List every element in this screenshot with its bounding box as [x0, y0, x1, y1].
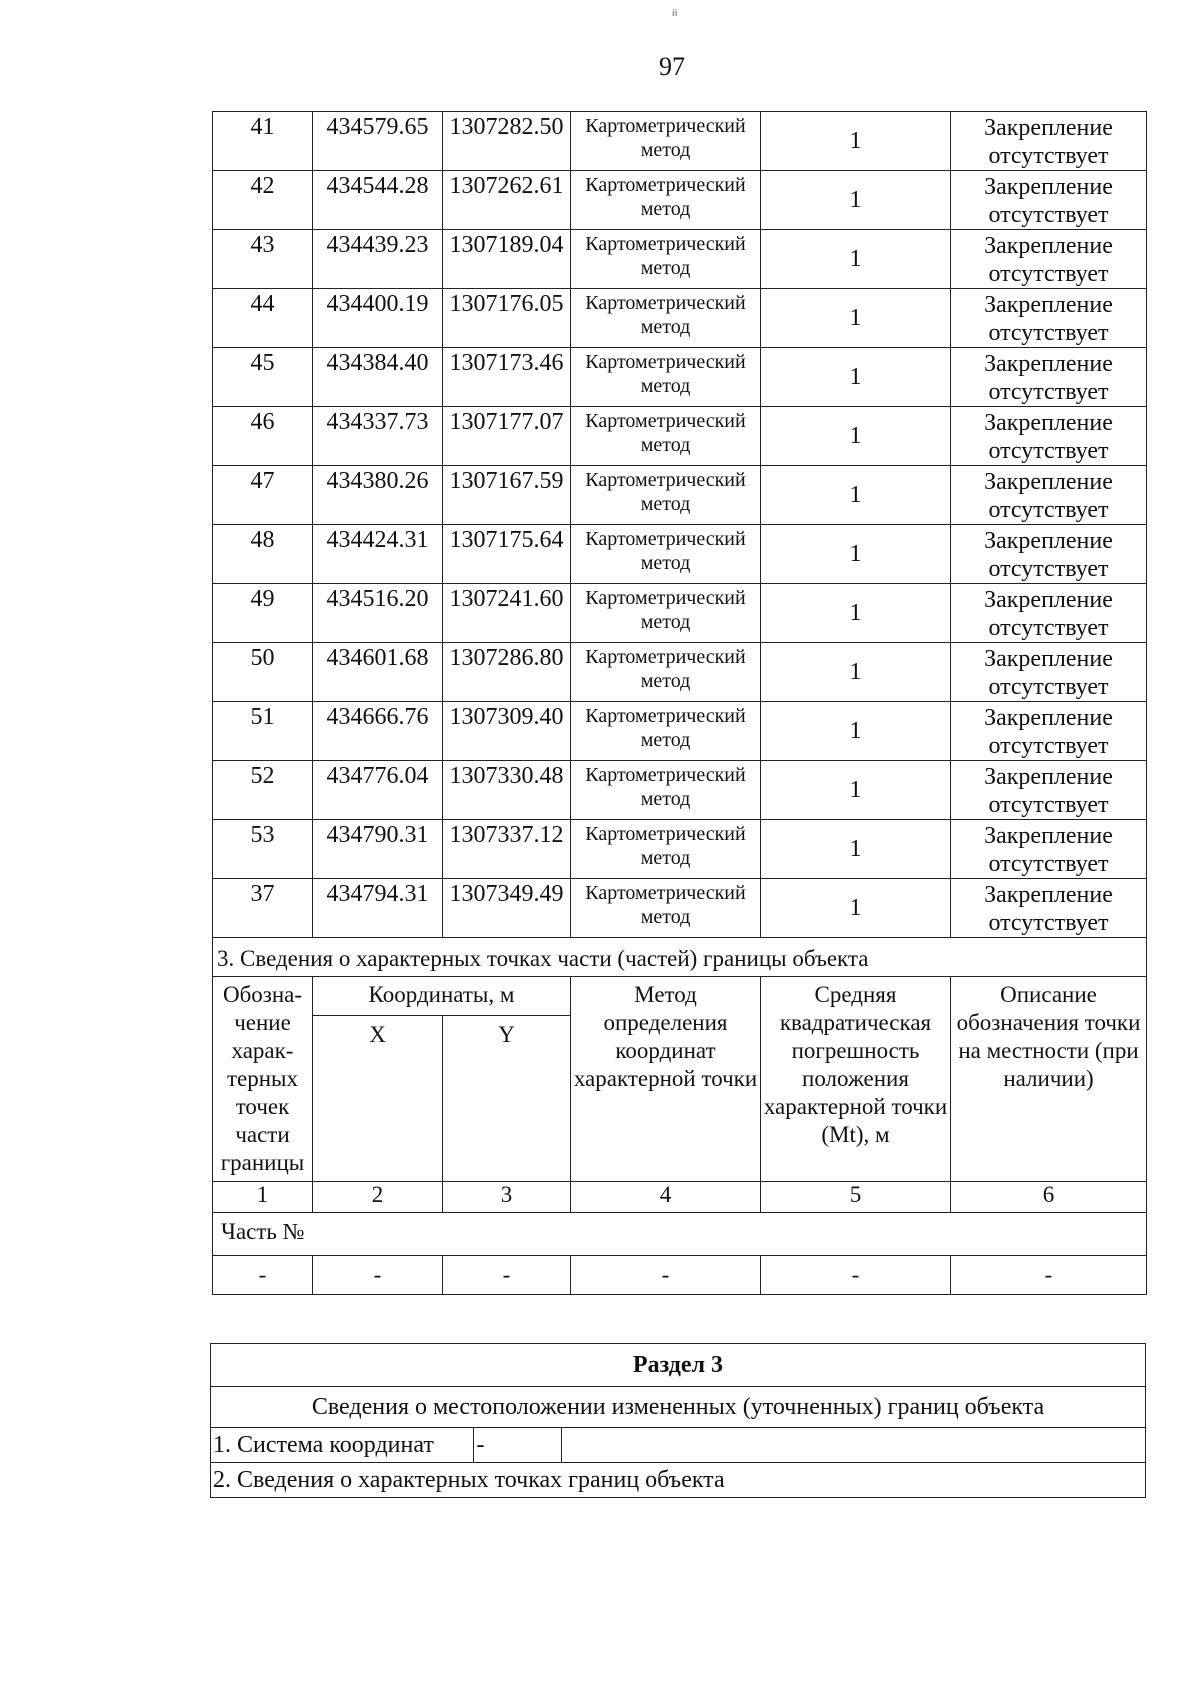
point-row	[213, 348, 1147, 407]
point-description: Закрепление отсутствует	[951, 879, 1147, 938]
point-description: Закрепление отсутствует	[951, 820, 1147, 879]
razdel3-table	[210, 1343, 1146, 1498]
page-number: 97	[659, 52, 685, 81]
point-method: Картометрический метод	[571, 761, 761, 820]
coord-system-empty	[561, 1428, 1145, 1462]
point-x: 434439.23	[313, 230, 443, 289]
point-accuracy: 1	[761, 230, 951, 289]
point-row	[213, 230, 1147, 289]
point-description: Закрепление отсутствует	[951, 466, 1147, 525]
point-accuracy: 1	[761, 348, 951, 407]
point-x: 434601.68	[313, 643, 443, 702]
header-method: Метод определения координат характерной точки	[571, 977, 761, 1182]
point-row	[213, 643, 1147, 702]
col-number: 5	[761, 1182, 951, 1213]
point-description: Закрепление отсутствует	[951, 525, 1147, 584]
points-info-label: 2. Сведения о характерных точках границ объекта	[211, 1463, 1146, 1498]
point-row	[213, 525, 1147, 584]
col-number: 2	[313, 1182, 443, 1213]
point-accuracy: 1	[761, 525, 951, 584]
point-row	[213, 407, 1147, 466]
point-number: 41	[213, 112, 313, 171]
point-y: 1307309.40	[443, 702, 571, 761]
empty-value: -	[761, 1256, 951, 1295]
point-number: 46	[213, 407, 313, 466]
point-row	[213, 761, 1147, 820]
point-x: 434380.26	[313, 466, 443, 525]
point-description: Закрепление отсутствует	[951, 348, 1147, 407]
part-label: Часть №	[213, 1213, 1147, 1256]
coord-system-value: -	[473, 1428, 561, 1462]
point-y: 1307282.50	[443, 112, 571, 171]
header-designation: Обозна- чение харак- терных точек части границы	[213, 977, 313, 1182]
point-method: Картометрический метод	[571, 643, 761, 702]
point-method: Картометрический метод	[571, 879, 761, 938]
point-row	[213, 289, 1147, 348]
col-number: 3	[443, 1182, 571, 1213]
point-number: 50	[213, 643, 313, 702]
point-x: 434384.40	[313, 348, 443, 407]
point-method: Картометрический метод	[571, 289, 761, 348]
coord-system-row	[211, 1428, 1146, 1463]
point-accuracy: 1	[761, 466, 951, 525]
point-description: Закрепление отсутствует	[951, 112, 1147, 171]
point-method: Картометрический метод	[571, 112, 761, 171]
point-number: 48	[213, 525, 313, 584]
point-description: Закрепление отсутствует	[951, 407, 1147, 466]
point-row	[213, 879, 1147, 938]
point-method: Картометрический метод	[571, 584, 761, 643]
empty-value: -	[571, 1256, 761, 1295]
point-accuracy: 1	[761, 820, 951, 879]
point-method: Картометрический метод	[571, 702, 761, 761]
point-x: 434424.31	[313, 525, 443, 584]
point-x: 434337.73	[313, 407, 443, 466]
section3-body	[213, 938, 1147, 1295]
scan-mark: й	[672, 8, 678, 19]
point-x: 434794.31	[313, 879, 443, 938]
point-description: Закрепление отсутствует	[951, 761, 1147, 820]
point-number: 49	[213, 584, 313, 643]
point-y: 1307337.12	[443, 820, 571, 879]
coord-system-label: 1. Система координат	[213, 1431, 434, 1458]
point-method: Картометрический метод	[571, 171, 761, 230]
col-number: 1	[213, 1182, 313, 1213]
point-y: 1307177.07	[443, 407, 571, 466]
point-y: 1307167.59	[443, 466, 571, 525]
header-accuracy: Средняя квадратическая погрешность положения характерной точки (Mt), м	[761, 977, 951, 1182]
header-description: Описание обозначения точки на местности (при наличии)	[951, 977, 1147, 1182]
point-number: 53	[213, 820, 313, 879]
razdel3-title: Раздел 3	[211, 1344, 1146, 1387]
point-y: 1307262.61	[443, 171, 571, 230]
point-number: 52	[213, 761, 313, 820]
point-y: 1307173.46	[443, 348, 571, 407]
point-accuracy: 1	[761, 171, 951, 230]
point-number: 47	[213, 466, 313, 525]
point-number: 45	[213, 348, 313, 407]
point-description: Закрепление отсутствует	[951, 171, 1147, 230]
point-x: 434776.04	[313, 761, 443, 820]
point-accuracy: 1	[761, 879, 951, 938]
coordinates-table	[212, 111, 1147, 1295]
point-number: 37	[213, 879, 313, 938]
point-description: Закрепление отсутствует	[951, 584, 1147, 643]
point-accuracy: 1	[761, 112, 951, 171]
point-y: 1307330.48	[443, 761, 571, 820]
point-accuracy: 1	[761, 407, 951, 466]
point-number: 44	[213, 289, 313, 348]
point-x: 434790.31	[313, 820, 443, 879]
point-method: Картометрический метод	[571, 525, 761, 584]
empty-value: -	[313, 1256, 443, 1295]
empty-value: -	[443, 1256, 571, 1295]
point-description: Закрепление отсутствует	[951, 289, 1147, 348]
point-y: 1307176.05	[443, 289, 571, 348]
section3-title: 3. Сведения о характерных точках части (частей) границы объекта	[213, 938, 1147, 977]
header-coordinates: Координаты, м	[313, 977, 571, 1016]
point-x: 434400.19	[313, 289, 443, 348]
point-x: 434666.76	[313, 702, 443, 761]
point-y: 1307175.64	[443, 525, 571, 584]
point-row	[213, 466, 1147, 525]
point-method: Картометрический метод	[571, 407, 761, 466]
point-accuracy: 1	[761, 584, 951, 643]
point-row	[213, 171, 1147, 230]
point-y: 1307241.60	[443, 584, 571, 643]
point-method: Картометрический метод	[571, 466, 761, 525]
header-y: Y	[443, 1016, 571, 1182]
razdel3-subtitle: Сведения о местоположении измененных (уточненных) границ объекта	[211, 1387, 1146, 1428]
point-row	[213, 112, 1147, 171]
point-y: 1307286.80	[443, 643, 571, 702]
point-accuracy: 1	[761, 643, 951, 702]
col-number: 4	[571, 1182, 761, 1213]
empty-value: -	[213, 1256, 313, 1295]
point-description: Закрепление отсутствует	[951, 643, 1147, 702]
point-y: 1307349.49	[443, 879, 571, 938]
point-row	[213, 702, 1147, 761]
col-number: 6	[951, 1182, 1147, 1213]
point-method: Картометрический метод	[571, 348, 761, 407]
point-number: 43	[213, 230, 313, 289]
point-row	[213, 820, 1147, 879]
point-y: 1307189.04	[443, 230, 571, 289]
point-x: 434516.20	[313, 584, 443, 643]
point-x: 434579.65	[313, 112, 443, 171]
point-accuracy: 1	[761, 761, 951, 820]
point-description: Закрепление отсутствует	[951, 230, 1147, 289]
point-accuracy: 1	[761, 702, 951, 761]
point-row	[213, 584, 1147, 643]
point-method: Картометрический метод	[571, 820, 761, 879]
point-number: 51	[213, 702, 313, 761]
point-method: Картометрический метод	[571, 230, 761, 289]
point-description: Закрепление отсутствует	[951, 702, 1147, 761]
points-table-body	[213, 112, 1147, 938]
header-x: X	[313, 1016, 443, 1182]
empty-value: -	[951, 1256, 1147, 1295]
point-accuracy: 1	[761, 289, 951, 348]
point-x: 434544.28	[313, 171, 443, 230]
point-number: 42	[213, 171, 313, 230]
